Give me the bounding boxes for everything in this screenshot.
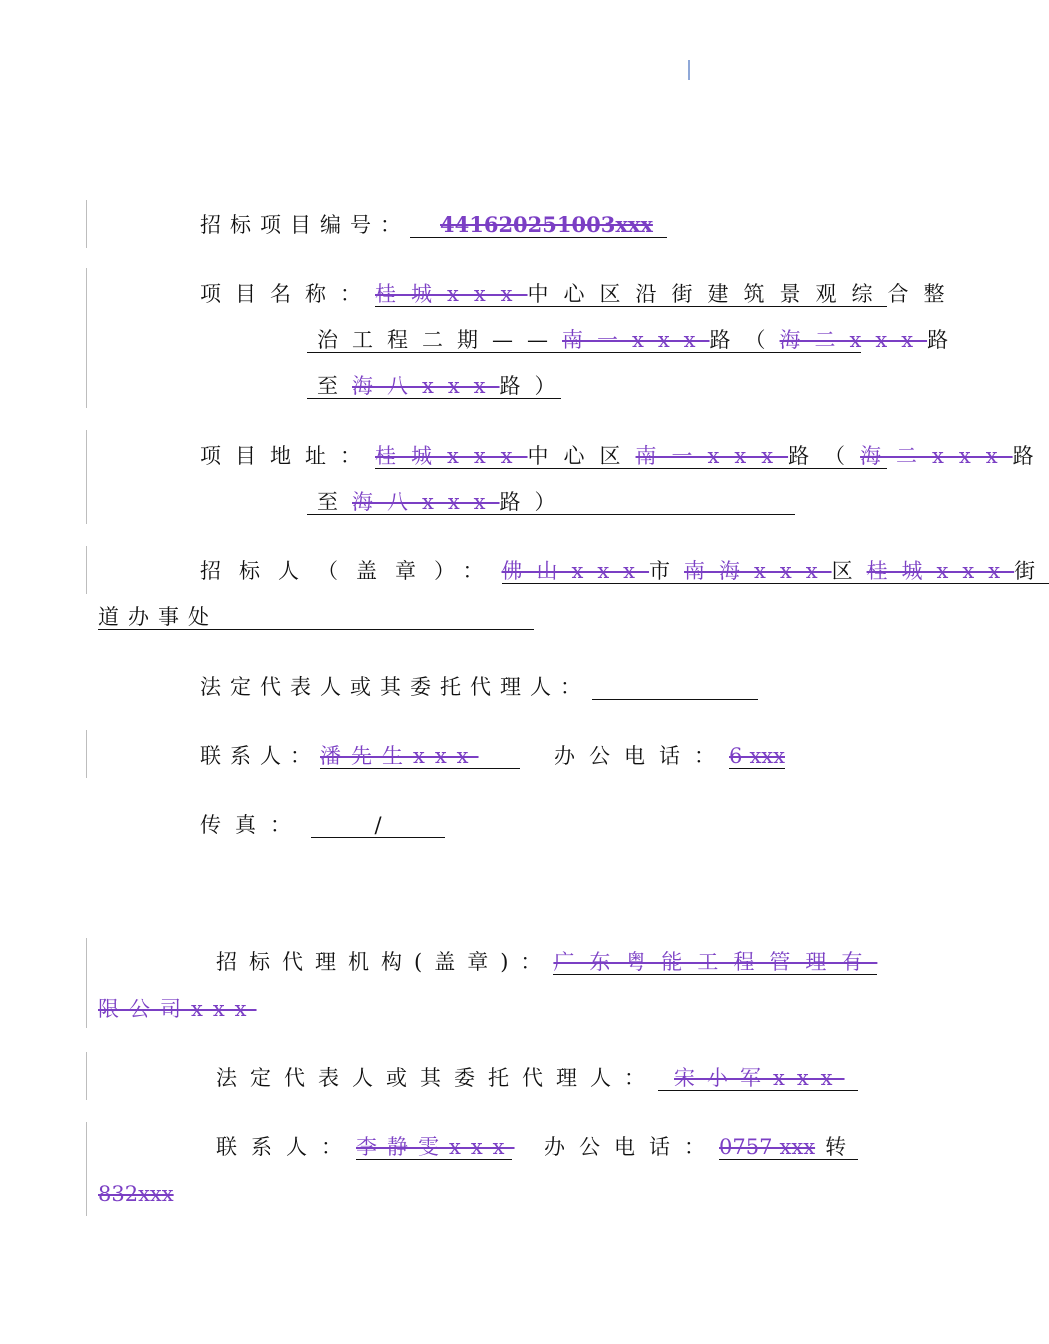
project-name-line-3 xyxy=(307,373,570,399)
fax-line xyxy=(200,812,445,838)
project-name-road3: 海八xxx xyxy=(352,374,500,398)
project-name-l2b: 路（ xyxy=(709,328,780,352)
change-bar xyxy=(86,200,87,248)
agency-line-1 xyxy=(216,949,877,975)
change-bar xyxy=(86,1052,87,1100)
agency-contact-line-1 xyxy=(216,1134,858,1160)
tenderer-t2: 区 xyxy=(831,559,867,583)
agency-contact-ext-label: 转 xyxy=(825,1135,847,1159)
project-name-label: 项目名称： xyxy=(200,282,375,306)
agency-contact-name: 李静雯xxx xyxy=(356,1135,515,1159)
change-bar xyxy=(86,730,87,778)
project-name-l2c: 路 xyxy=(927,328,963,352)
agency-name-l1: 广东粤能工程管理有 xyxy=(553,950,878,974)
project-name-line-1 xyxy=(200,281,960,307)
project-name-l3a: 至 xyxy=(317,374,352,398)
project-name-city: 桂城xxx xyxy=(375,282,528,306)
tender-no-field xyxy=(410,213,667,238)
project-addr-mid: 中心区 xyxy=(527,444,636,468)
legal-rep-line xyxy=(200,674,758,700)
tender-no-line xyxy=(200,212,667,238)
agency-contact-label: 联系人： xyxy=(216,1135,356,1159)
tenderer-street: 桂城xxx xyxy=(866,559,1015,583)
project-name-line-2 xyxy=(307,327,963,353)
tenderer-label: 招标人（盖章）： xyxy=(200,559,502,583)
project-addr-l2a: 至 xyxy=(317,490,352,514)
legal-rep-label: 法定代表人或其委托代理人： xyxy=(200,675,590,699)
project-addr-label: 项目地址： xyxy=(200,444,375,468)
change-bar xyxy=(86,430,87,524)
agency-legal-rep-value: 宋小军xxx xyxy=(674,1066,845,1090)
tenderer-city: 佛山xxx xyxy=(501,559,650,583)
project-addr-line-2 xyxy=(307,489,795,515)
change-bar xyxy=(86,268,87,408)
project-addr-l1c: 路 xyxy=(1012,444,1049,468)
agency-contact-phone-label: 办公电话： xyxy=(544,1135,719,1159)
project-addr-l1b: 路（ xyxy=(788,444,861,468)
project-addr-city: 桂城xxx xyxy=(375,444,528,468)
contact-line xyxy=(200,743,785,769)
project-addr-l2b: 路） xyxy=(499,490,570,514)
project-addr-line-1 xyxy=(200,443,1049,469)
tenderer-l2: 道办事处 xyxy=(98,605,218,629)
change-bar xyxy=(86,1122,87,1216)
text-cursor-mark xyxy=(688,60,690,80)
project-addr-road3: 海八xxx xyxy=(352,490,500,514)
agency-name-l2: 限公司xxx xyxy=(98,997,257,1021)
project-name-l3b: 路） xyxy=(499,374,570,398)
tender-no-value: 441620251003xxx xyxy=(440,212,653,237)
agency-legal-rep-line xyxy=(216,1065,858,1091)
tenderer-t1: 市 xyxy=(649,559,685,583)
change-bar xyxy=(86,938,87,1028)
tenderer-district: 南海xxx xyxy=(684,559,832,583)
project-name-mid: 中心区沿街建筑景观综合整 xyxy=(527,282,960,306)
project-name-road1: 南一xxx xyxy=(562,328,710,352)
contact-phone: 6-xxx xyxy=(729,744,785,768)
legal-rep-blank[interactable] xyxy=(592,677,758,700)
agency-contact-phone: 0757-xxx xyxy=(719,1135,816,1159)
change-bar xyxy=(86,546,87,594)
project-addr-road2: 海二xxx xyxy=(860,444,1013,468)
agency-line-2 xyxy=(98,996,257,1022)
fax-value: / xyxy=(374,813,382,837)
project-name-road2: 海二xxx xyxy=(779,328,928,352)
contact-label: 联系人： xyxy=(200,744,320,768)
agency-legal-rep-label: 法定代表人或其委托代理人： xyxy=(216,1066,658,1090)
agency-label: 招标代理机构(盖章)： xyxy=(216,950,554,974)
contact-name: 潘先生xxx xyxy=(320,744,479,768)
project-addr-road1: 南一xxx xyxy=(635,444,789,468)
agency-contact-ext: 832xxx xyxy=(98,1182,174,1206)
tenderer-t3: 街 xyxy=(1014,559,1049,583)
agency-contact-line-2 xyxy=(98,1181,174,1207)
contact-phone-label: 办公电话： xyxy=(554,744,729,768)
project-name-l2a: 治工程二期—— xyxy=(317,328,562,352)
tenderer-line-2 xyxy=(98,604,534,630)
fax-label: 传真： xyxy=(200,813,305,837)
tenderer-line-1 xyxy=(200,558,1049,584)
tender-no-label: 招标项目编号： xyxy=(200,213,410,237)
